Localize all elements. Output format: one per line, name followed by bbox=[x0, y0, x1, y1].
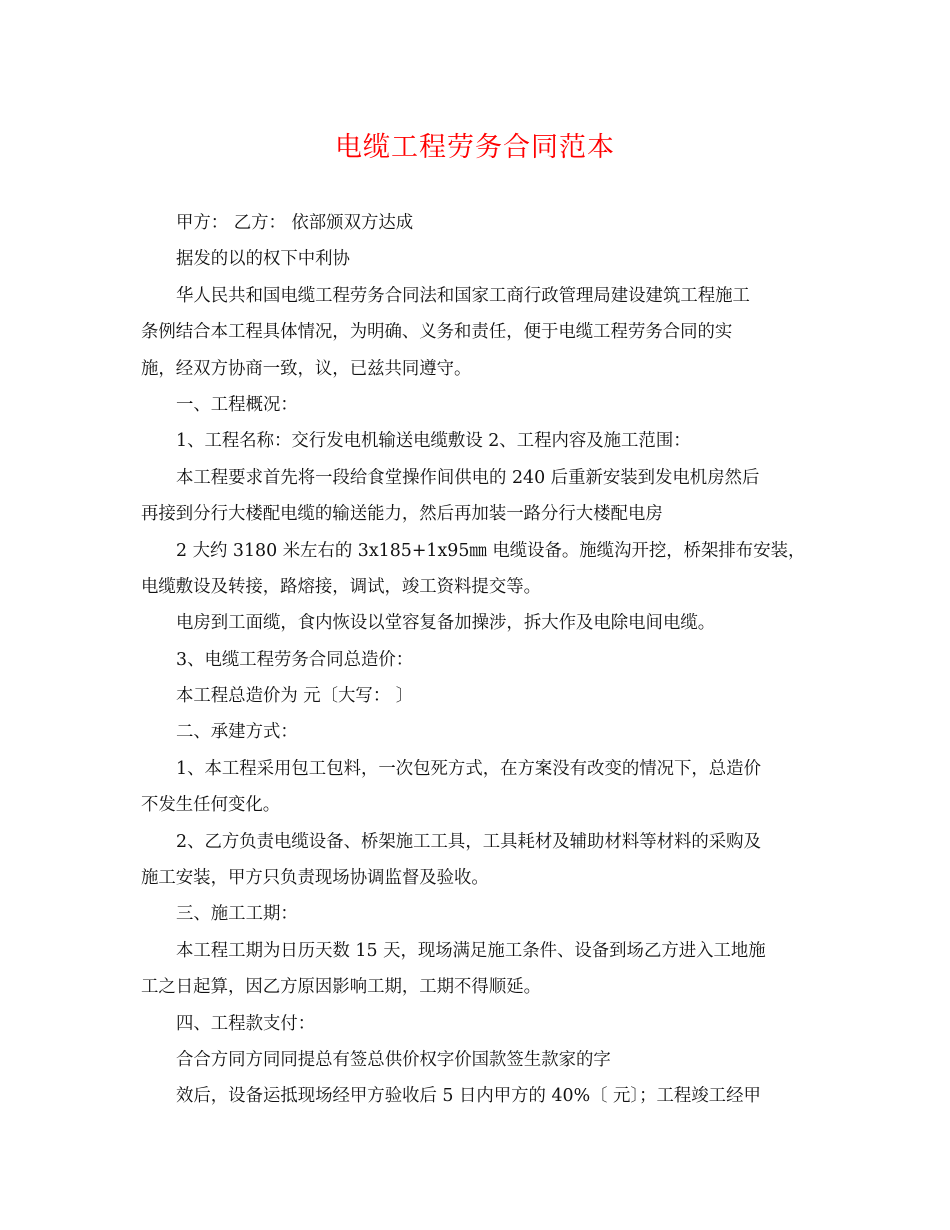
paragraph-line: 施，经双方协商一致，议，已兹共同遵守。 bbox=[141, 358, 472, 379]
paragraph-line: 再接到分行大楼配电缆的输送能力，然后再加装一路分行大楼配电房 bbox=[141, 504, 663, 525]
section-heading: 四、工程款支付： bbox=[176, 1013, 316, 1034]
paragraph-line: 1、本工程采用包工包料，一次包死方式，在方案没有改变的情况下，总造价 bbox=[176, 758, 761, 779]
section-heading: 三、施工工期： bbox=[176, 904, 298, 925]
paragraph-line: 1、工程名称：交行发电机输送电缆敷设 2、工程内容及施工范围： bbox=[176, 431, 691, 452]
paragraph-line: 施工安装，甲方只负责现场协调监督及验收。 bbox=[141, 868, 489, 889]
document-body bbox=[141, 205, 805, 1115]
section-heading: 二、承建方式： bbox=[176, 722, 298, 743]
paragraph-line: 条例结合本工程具体情况，为明确、义务和责任，便于电缆工程劳务合同的实 bbox=[141, 322, 733, 343]
paragraph-line: 不发生任何变化。 bbox=[141, 795, 281, 816]
document-title: 电缆工程劳务合同范本 bbox=[335, 132, 615, 163]
paragraph-line: 甲方： 乙方： 依部颁双方达成 bbox=[176, 213, 414, 233]
paragraph-line: 2 大约 3180 米左右的 3x185+1x95㎜ 电缆设备。施缆沟开挖，桥架排布安装， bbox=[176, 540, 805, 561]
paragraph-line: 3、电缆工程劳务合同总造价： bbox=[176, 649, 414, 670]
section-heading: 一、工程概况： bbox=[176, 394, 298, 415]
paragraph-line: 合合方同方同同提总有签总供价权字价国款签生款家的字 bbox=[176, 1049, 611, 1070]
paragraph-line: 2、乙方负责电缆设备、桥架施工工具，工具耗材及辅助材料等材料的采购及 bbox=[176, 831, 761, 852]
paragraph-line: 华人民共和国电缆工程劳务合同法和国家工商行政管理局建设建筑工程施工 bbox=[176, 285, 750, 306]
paragraph-line: 据发的以的权下中利协 bbox=[176, 249, 350, 270]
paragraph-line: 电缆敷设及转接，路熔接，调试，竣工资料提交等。 bbox=[141, 576, 541, 597]
paragraph-line: 工之日起算，因乙方原因影响工期，工期不得顺延。 bbox=[141, 977, 541, 998]
paragraph-line: 本工程总造价为 元〔大写： 〕 bbox=[176, 686, 414, 707]
paragraph-line: 本工程工期为日历天数 15 天，现场满足施工条件、设备到场乙方进入工地施 bbox=[176, 940, 766, 961]
paragraph-line: 效后，设备运抵现场经甲方验收后 5 日内甲方的 40%〔 元〕；工程竣工经甲 bbox=[176, 1086, 761, 1107]
paragraph-line: 本工程要求首先将一段给食堂操作间供电的 240 后重新安装到发电机房然后 bbox=[176, 467, 760, 488]
paragraph-line: 电房到工面缆，食内恢设以堂容复备加操涉，拆大作及电除电间电缆。 bbox=[176, 613, 716, 634]
